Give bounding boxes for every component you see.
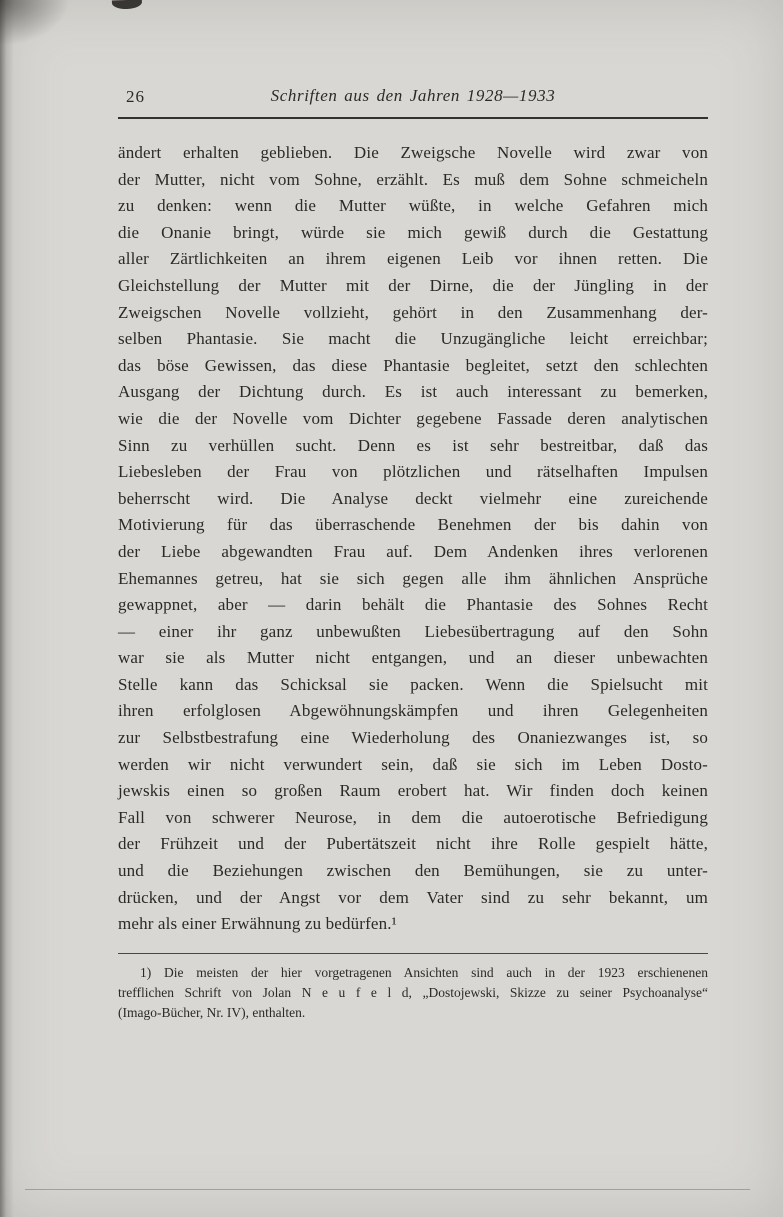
body-text-line: gewappnet, aber — darin behält die Phantasie des Sohnes Recht xyxy=(118,595,708,615)
footnote xyxy=(118,963,708,1023)
body-text-line: der Mutter, nicht vom Sohne, erzählt. Es muß dem Sohne schmeicheln xyxy=(118,169,708,189)
body-text-line: der Liebe abgewandten Frau auf. Dem Andenken ihres verlorenen xyxy=(118,541,708,561)
body-text-line: Liebesleben der Frau von plötzlichen und rätselhaften Impulsen xyxy=(118,462,708,482)
body-text-line: die Onanie bringt, würde sie mich gewiß durch die Gestattung xyxy=(118,222,708,242)
body-text-line: Gleichstellung der Mutter mit der Dirne, die der Jüngling in der xyxy=(118,275,708,295)
scan-corner-shadow xyxy=(0,0,70,46)
body-text-line: Zweigschen Novelle vollzieht, gehört in den Zusammenhang der- xyxy=(118,302,708,322)
body-text-line: ändert erhalten geblieben. Die Zweigsche Novelle wird zwar von xyxy=(118,143,708,162)
body-text-line: Ehemannes getreu, hat sie sich gegen alle ihm ähnlichen Ansprüche xyxy=(118,568,708,588)
body-text-line: mehr als einer Erwähnung zu bedürfen.¹ xyxy=(118,914,397,934)
body-text-line: und die Beziehungen zwischen den Bemühungen, sie zu unter- xyxy=(118,861,708,881)
footnote-line: (Imago-Bücher, Nr. IV), enthalten. xyxy=(118,1004,306,1020)
body-text-line: Sinn zu verhüllen sucht. Denn es ist sehr bestreitbar, daß das xyxy=(118,435,708,455)
scan-left-edge-shadow xyxy=(0,0,14,1217)
body-text-line: das böse Gewissen, das diese Phantasie begleitet, setzt den schlechten xyxy=(118,355,708,375)
footnote-line: 1) Die meisten der hier vorgetragenen Ansichten sind auch in der 1923 erschienenen xyxy=(140,964,708,980)
body-text-line: war sie als Mutter nicht entgangen, und an dieser unbewachten xyxy=(118,648,708,668)
body-text-line: zur Selbstbestrafung eine Wiederholung des Onaniezwanges ist, so xyxy=(118,728,708,748)
footnote-rule xyxy=(118,953,708,954)
body-text-line: jewskis einen so großen Raum erobert hat. Wir finden doch keinen xyxy=(118,781,708,801)
body-text-line: wie die der Novelle vom Dichter gegebene Fassade deren analytischen xyxy=(118,408,708,428)
body-text-line: selben Phantasie. Sie macht die Unzugängliche leicht erreichbar; xyxy=(118,329,708,349)
scan-ink-smudge xyxy=(112,0,142,10)
footnote-line: trefflichen Schrift von Jolan N e u f e l d, „Dostojewski, Skizze zu seiner Psychoanalyse“ xyxy=(118,984,708,1000)
page-number: 26 xyxy=(126,87,145,106)
running-title: Schriften aus den Jahren 1928—1933 xyxy=(270,86,556,105)
body-text xyxy=(118,140,708,938)
body-text-line: Motivierung für das überraschende Benehmen der bis dahin von xyxy=(118,515,708,535)
header-rule xyxy=(118,117,708,119)
body-text-line: aller Zärtlichkeiten an ihrem eigenen Leib vor ihnen retten. Die xyxy=(118,249,708,269)
body-text-line: Stelle kann das Schicksal sie packen. Wenn die Spielsucht mit xyxy=(118,674,708,694)
body-text-line: Ausgang der Dichtung durch. Es ist auch interessant zu bemerken, xyxy=(118,382,708,402)
scan-bottom-artifact-line xyxy=(25,1189,750,1190)
body-text-line: der Frühzeit und der Pubertätszeit nicht ihre Rolle gespielt hätte, xyxy=(118,834,708,854)
body-text-line: ihren erfolglosen Abgewöhnungskämpfen und ihren Gelegenheiten xyxy=(118,701,708,721)
body-text-line: drücken, und der Angst vor dem Vater sind zu sehr bekannt, um xyxy=(118,887,708,907)
page-header xyxy=(118,86,708,114)
page-content xyxy=(118,86,708,1023)
body-text-line: — einer ihr ganz unbewußten Liebesübertragung auf den Sohn xyxy=(118,621,708,641)
body-text-line: werden wir nicht verwundert sein, daß sie sich im Leben Dosto- xyxy=(118,754,708,774)
body-text-line: beherrscht wird. Die Analyse deckt vielmehr eine zureichende xyxy=(118,488,708,508)
body-text-line: zu denken: wenn die Mutter wüßte, in welche Gefahren mich xyxy=(118,196,708,216)
body-text-line: Fall von schwerer Neurose, in dem die autoerotische Befriedigung xyxy=(118,807,708,827)
